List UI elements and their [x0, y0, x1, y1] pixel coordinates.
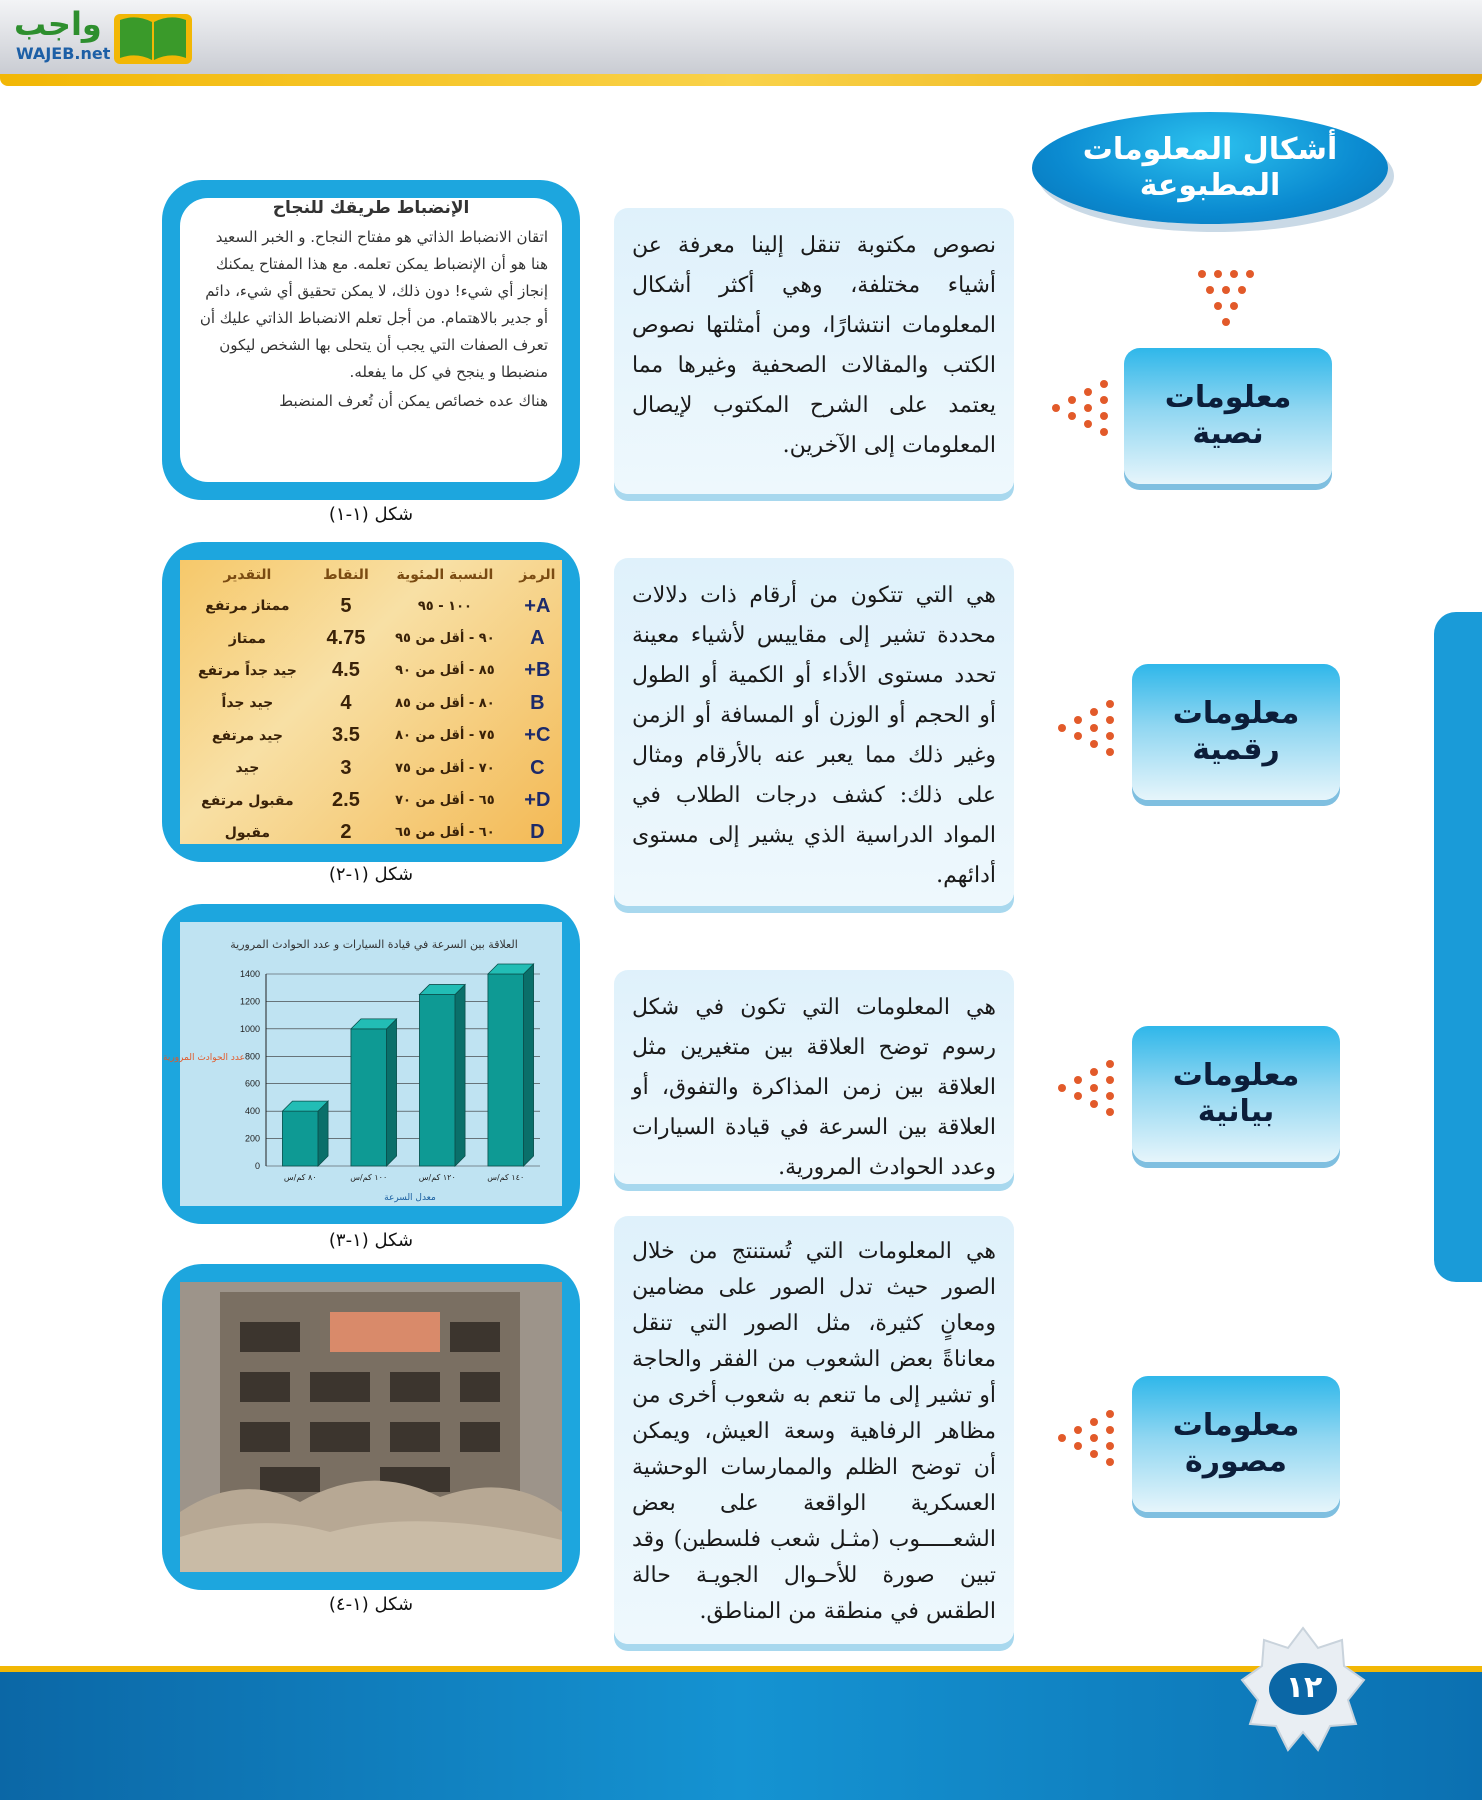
chart-bar-side	[387, 1019, 397, 1166]
page-title	[1032, 112, 1388, 224]
dots-down-icon	[1196, 268, 1266, 338]
figure-4-frame	[162, 1264, 580, 1590]
figure-4-photo-wrap	[180, 1282, 562, 1572]
figure-3-frame	[162, 904, 580, 1224]
chart-bar-side	[455, 985, 465, 1166]
grade-label: جيد جداً مرتفع	[197, 662, 297, 679]
table-header: النقاط	[323, 567, 369, 583]
grade-label: جيد	[235, 760, 260, 777]
figure-1-document	[180, 198, 562, 482]
book-icon	[112, 10, 194, 66]
category-label: معلومات	[1172, 1408, 1300, 1443]
figure-3-caption: شكل (١-٣)	[328, 1230, 414, 1251]
description-paragraph: هي المعلومات التي تكون في شكل رسوم توضح العلاقة بين متغيرين مثل العلاقة بين زمن المذاكرة والتفوق، أو العلاقة بين السرعة في قيادة السيارات وعدد الحوادث المرورية.	[632, 995, 996, 1180]
grade-points: 2	[340, 821, 352, 844]
grade-code: B	[530, 691, 545, 714]
chart-bar-side	[318, 1101, 328, 1166]
description-paragraph: هي التي تتكون من أرقام ذات دلالات محددة تشير إلى مقاييس لأشياء معينة تحدد مستوى الأداء أو الكمية أو الطول أو الحجم أو الوزن أو المسافة أو الزمن وغير ذلك مما يعبر عنه بالأرقام ومثال على ذلك: كشف درجات الطلاب في المواد الدراسية الذي يشير إلى مستوى أدائهم.	[632, 583, 996, 888]
figure-1-frame	[162, 180, 580, 500]
grade-label: ممتاز مرتفع	[205, 598, 290, 615]
grade-label: مقبول	[224, 824, 271, 841]
grade-label: جيد مرتفع	[211, 727, 283, 744]
category-graphic-info	[1132, 1026, 1340, 1162]
figure-1-caption: شكل (١-١)	[328, 504, 414, 525]
chart-bar-front	[419, 995, 455, 1166]
description-numeric-info	[614, 558, 1014, 906]
chart-y-tick-label: 600	[244, 1078, 260, 1089]
chart-title: العلاقة بين السرعة في قيادة السيارات و عدد الحوادث المرورية	[230, 938, 518, 951]
chart-background	[163, 922, 562, 1206]
category-label: بيانية	[1197, 1094, 1275, 1129]
chart-bar	[488, 964, 534, 1166]
dots-left-icon	[1046, 698, 1116, 768]
side-tab	[1434, 612, 1482, 1282]
chart-bar-front	[282, 1111, 318, 1166]
figure-2-caption: شكل (١-٢)	[328, 864, 414, 885]
grade-range: ٨٠ - أقل من ٨٥	[395, 695, 495, 711]
table-row	[180, 622, 562, 654]
grade-range: ٦٠ - أقل من ٦٥	[395, 825, 495, 841]
top-stripe	[0, 74, 1482, 86]
figure-2-frame	[162, 542, 580, 862]
description-paragraph: هي المعلومات التي تُستنتج من خلال الصور حيث تدل الصور على مضامين ومعانٍ كثيرة، مثل الصور التي تنقل معاناةً بعض الشعوب من الفقر والحاجة أو تشير إلى ما تنعم به شعوب أخرى من مظاهر الرفاهية وسعة العيش، ويمكن أن توضح الظلم والممارسات الوحشية العسكرية الواقعة على بعض الشعـــــوب (مثـل شعب فلسطين) وقد تبين صورة للأحـوال الجويـة حالة الطقس في منطقة من المناطق.	[632, 1239, 996, 1624]
grade-points: 4	[340, 691, 352, 714]
grade-range: ٦٥ - أقل من ٧٠	[395, 793, 495, 809]
description-text-info	[614, 208, 1014, 494]
category-label: رقمية	[1192, 732, 1280, 767]
description-pictorial-info	[614, 1216, 1014, 1644]
chart-y-tick-label: 1200	[239, 996, 260, 1007]
figure-1-text: اتقان الانضباط الذاتي هو مفتاح النجاح. و الخبر السعيد هنا هو أن الإنضباط يمكن تعلمه. مع هذا المفتاح يمكنك إنجاز أي شيء! دون ذلك، لا يمكن تحقيق أي شيء، دائم أو جدير بالاهتمام. من أجل تعلم الانضباط الذاتي عليك أن تعرف الصفات التي يجب أن يتحلى بها الشخص ليكون منضبطا و ينجح في كل ما يفعله.	[199, 228, 548, 381]
bar-chart	[163, 922, 562, 1206]
dots-left-icon	[1040, 378, 1110, 448]
grade-range: ٧٥ - أقل من ٨٠	[395, 728, 495, 744]
category-label: معلومات	[1164, 380, 1292, 415]
grades-table	[180, 560, 562, 849]
figure-1-text-2: هناك عده خصائص يمكن أن تُعرف المنضبط	[279, 392, 548, 410]
grade-points: 3	[340, 756, 352, 779]
chart-y-tick-label: 400	[244, 1106, 260, 1117]
grade-label: مقبول مرتفع	[201, 792, 294, 809]
chart-y-tick-label: 1000	[239, 1023, 260, 1034]
grade-code: A+	[524, 594, 551, 617]
grade-code: A	[530, 627, 545, 650]
chart-bar	[351, 1019, 397, 1166]
category-pictorial-info	[1132, 1376, 1340, 1512]
table-header: النسبة المئوية	[396, 567, 494, 583]
figure-1-title: الإنضباط طريقك للنجاح	[272, 198, 470, 218]
grade-points: 3.5	[332, 724, 360, 747]
chart-bar-side	[524, 964, 534, 1166]
title-line-1: أشكال المعلومات	[1082, 132, 1338, 167]
table-header: التقدير	[223, 567, 272, 583]
grade-points: 2.5	[332, 789, 360, 812]
chart-x-tick-label: ١٢٠ كم/س	[418, 1173, 456, 1182]
category-label: معلومات	[1172, 696, 1300, 731]
chart-bar-front	[351, 1029, 387, 1166]
description-paragraph: نصوص مكتوبة تنقل إلينا معرفة عن أشياء مختلفة، وهي أكثر أشكال المعلومات انتشارًا، ومن أمثلتها نصوص الكتب والمقالات الصحفية وغيرها مما يعتمد على الشرح المكتوب لإيصال المعلومات إلى الآخرين.	[632, 233, 996, 458]
chart-y-tick-label: 200	[244, 1133, 260, 1144]
grade-code: D	[530, 821, 545, 844]
chart-x-tick-label: ١٤٠ كم/س	[487, 1173, 525, 1182]
dots-left-icon	[1046, 1058, 1116, 1128]
category-numeric-info	[1132, 664, 1340, 800]
dots-left-icon	[1046, 1408, 1116, 1478]
chart-x-axis-label: معدل السرعة	[384, 1193, 436, 1203]
chart-x-tick-label: ٨٠ كم/س	[283, 1173, 317, 1182]
grade-code: C	[530, 756, 545, 779]
chart-y-tick-label: 800	[244, 1051, 260, 1062]
grade-code: C+	[524, 724, 551, 747]
table-row	[180, 817, 562, 849]
grade-label: جيد جداً	[221, 695, 274, 712]
table-row	[180, 784, 562, 816]
grade-label: ممتاز	[228, 630, 266, 647]
table-header-row	[180, 560, 562, 590]
chart-y-tick-label: 1400	[239, 969, 260, 979]
table-row	[180, 687, 562, 719]
figure-3-chart-wrap	[163, 922, 562, 1206]
logo-english: WAJEB.net	[16, 44, 111, 63]
category-label: نصية	[1192, 416, 1264, 451]
grade-range: ٩٠ - أقل من ٩٥	[395, 631, 495, 647]
category-text-info	[1124, 348, 1332, 484]
wajeb-logo[interactable]	[6, 4, 196, 68]
chart-bar	[282, 1101, 328, 1166]
grade-range: ١٠٠ - ٩٥	[417, 598, 472, 614]
table-header: الرمز	[519, 567, 556, 583]
title-line-2: المطبوعة	[1139, 168, 1281, 203]
grades-background	[180, 560, 562, 844]
table-row	[180, 590, 562, 622]
grade-points: 4.75	[326, 627, 366, 650]
grade-points: 4.5	[332, 659, 360, 682]
chart-y-tick-label: 0	[254, 1161, 260, 1171]
grade-code: B+	[524, 659, 551, 682]
chart-bar-front	[488, 974, 524, 1166]
description-graphic-info	[614, 970, 1014, 1184]
figure-4-caption: شكل (١-٤)	[328, 1594, 414, 1615]
category-label: مصورة	[1185, 1444, 1287, 1479]
grade-range: ٨٥ - أقل من ٩٠	[395, 663, 495, 679]
top-bar	[0, 0, 1482, 78]
destroyed-building-photo	[180, 1282, 562, 1572]
figure-2-table-wrap	[180, 560, 562, 844]
table-row	[180, 752, 562, 784]
grade-range: ٧٠ - أقل من ٧٥	[395, 760, 495, 776]
grade-code: D+	[524, 789, 551, 812]
table-row	[180, 655, 562, 687]
logo-arabic: واجب	[14, 5, 102, 43]
chart-x-tick-label: ١٠٠ كم/س	[350, 1173, 388, 1182]
category-label: معلومات	[1172, 1058, 1300, 1093]
building-illustration	[180, 1282, 562, 1572]
table-row	[180, 720, 562, 752]
grade-points: 5	[340, 594, 352, 617]
page-number: ١٢	[1285, 1670, 1323, 1705]
chart-y-axis-label: عدد الحوادث المرورية	[163, 1053, 245, 1063]
chart-bar	[419, 985, 465, 1166]
